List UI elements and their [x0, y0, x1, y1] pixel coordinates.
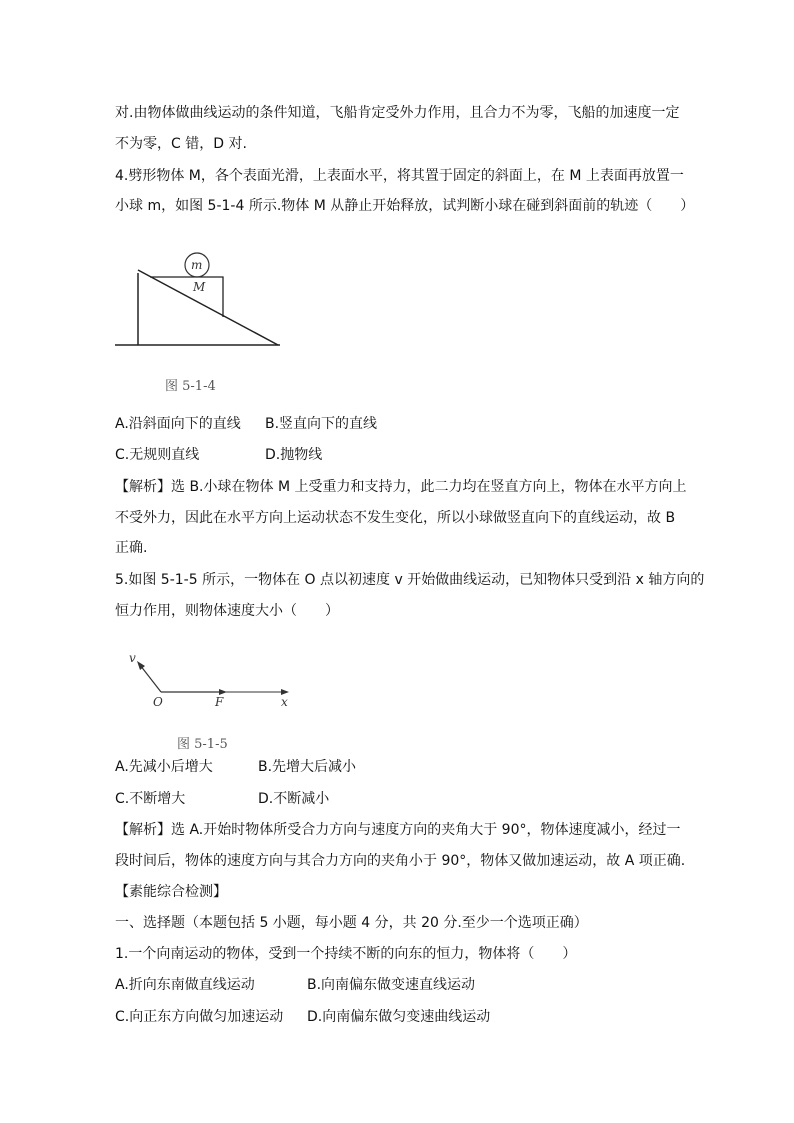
analysis-text: 【解析】选 B.小球在物体 M 上受重力和支持力，此二力均在竖直方向上，物体在水平方向上 [115, 479, 687, 495]
question-1-text: 1.一个向南运动的物体，受到一个持续不断的向东的恒力，物体将（ ） [115, 946, 577, 962]
option-b[interactable]: B.向南偏东做变速直线运动 [307, 977, 476, 993]
velocity-vector [140, 665, 161, 692]
option-c[interactable]: C.不断增大 [115, 791, 186, 807]
label-F: F [215, 695, 224, 709]
label-x: x [281, 695, 288, 709]
analysis-text: 段时间后，物体的速度方向与其合力方向的夹角小于 90°，物体又做加速运动，故 A 项正确. [115, 853, 686, 869]
option-a[interactable]: A.沿斜面向下的直线 [115, 416, 241, 432]
section-subtitle: 一、选择题（本题包括 5 小题，每小题 4 分，共 20 分.至少一个选项正确） [115, 915, 588, 931]
text-line: 不为零，C 错，D 对. [115, 136, 247, 152]
analysis-text: 不受外力，因此在水平方向上运动状态不发生变化，所以小球做竖直向下的直线运动，故 B [115, 510, 676, 526]
label-O: O [153, 695, 163, 709]
text-line: 对.由物体做曲线运动的条件知道，飞船肯定受外力作用，且合力不为零，飞船的加速度一定 [115, 105, 680, 121]
option-d[interactable]: D.向南偏东做匀变速曲线运动 [307, 1009, 491, 1025]
fixed-incline-slope [138, 270, 278, 345]
figure-caption: 图 5-1-4 [165, 379, 216, 394]
option-c[interactable]: C.向正东方向做匀加速运动 [115, 1009, 284, 1025]
question-4-text: 4.劈形物体 M，各个表面光滑，上表面水平，将其置于固定的斜面上，在 M 上表面再放置一 [115, 168, 684, 184]
question-4-text: 小球 m，如图 5-1-4 所示.物体 M 从静止开始释放，试判断小球在碰到斜面前的轨迹（ ） [115, 198, 695, 214]
analysis-text: 【解析】选 A.开始时物体所受合力方向与速度方向的夹角大于 90°，物体速度减小，经过一 [115, 822, 681, 838]
velocity-arrowhead [137, 661, 145, 670]
ball-label: m [191, 258, 203, 272]
option-b[interactable]: B.先增大后减小 [258, 759, 357, 775]
option-a[interactable]: A.先减小后增大 [115, 759, 213, 775]
figure-5-1-5 [115, 640, 315, 755]
option-a[interactable]: A.折向东南做直线运动 [115, 977, 255, 993]
question-5-text: 5.如图 5-1-5 所示，一物体在 O 点以初速度 v 开始做曲线运动，已知物体只受到沿 x 轴方向的 [115, 572, 705, 588]
figure-caption: 图 5-1-5 [177, 737, 228, 752]
label-v: v [129, 651, 136, 665]
figure-5-1-4 [110, 245, 300, 395]
question-5-text: 恒力作用，则物体速度大小（ ） [115, 603, 339, 619]
option-c[interactable]: C.无规则直线 [115, 447, 200, 463]
option-d[interactable]: D.抛物线 [265, 447, 323, 463]
analysis-text: 正确. [115, 540, 148, 556]
option-d[interactable]: D.不断减小 [258, 791, 330, 807]
section-title: 【素能综合检测】 [115, 884, 227, 900]
wedge-label: M [193, 280, 206, 294]
option-b[interactable]: B.竖直向下的直线 [265, 416, 378, 432]
